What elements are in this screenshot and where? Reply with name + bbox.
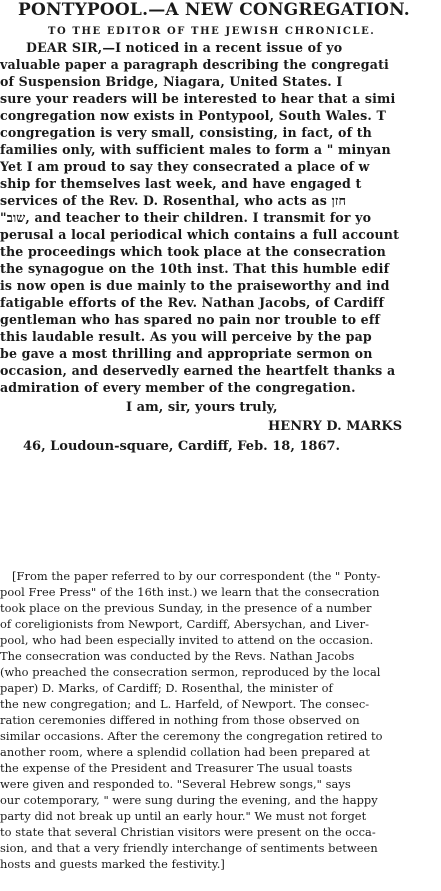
letter-line: ship for themselves last week, and have engaged t	[0, 176, 362, 191]
report-line: took place on the previous Sunday, in the presence of a number	[0, 601, 372, 615]
letter-line: services of the Rev. D. Rosenthal, who acts as חזן	[0, 193, 347, 208]
letter-line: gentleman who has spared no pain nor trouble to eff	[0, 312, 380, 327]
report-line: the new congregation; and L. Harfeld, of Newport. The consec-	[0, 697, 370, 711]
letter-line: Yet I am proud to say they consecrated a place of w	[0, 159, 370, 174]
report-line: party did not break up until an early hour." We must not forget	[0, 809, 367, 823]
letter-line: DEAR SIR,—I noticed in a recent issue of yo	[26, 40, 343, 55]
report-line: pool, who had been especially invited to attend on the occasion.	[0, 633, 374, 647]
letter-signature: HENRY D. MARKS	[268, 419, 403, 434]
letter-line: families only, with sufficient males to form a " minyan	[0, 142, 391, 157]
letter-line: "שוב, and teacher to their children. I transmit for yo	[0, 210, 372, 225]
report-line: The consecration was conducted by the Revs. Nathan Jacobs	[0, 649, 355, 663]
letter-line: this laudable result. As you will perceive by the pap	[0, 329, 372, 344]
letter-line: sure your readers will be interested to hear that a simi	[0, 91, 396, 106]
letter-line: is now open is due mainly to the praiseworthy and ind	[0, 278, 390, 293]
letter-closing: I am, sir, yours truly,	[126, 400, 278, 415]
letter-line: perusal a local periodical which contains a full account	[0, 227, 400, 242]
report-line: were given and responded to. "Several Hebrew songs," says	[0, 777, 351, 791]
letter-line: be gave a most thrilling and appropriate sermon on	[0, 346, 373, 361]
letter-line: admiration of every member of the congregation.	[0, 380, 356, 395]
report-line: pool Free Press" of the 16th inst.) we learn that the consecration	[0, 585, 380, 599]
letter-line: congregation is very small, consisting, in fact, of th	[0, 125, 372, 140]
subheading: TO THE EDITOR OF THE JEWISH CHRONICLE.	[48, 26, 376, 37]
report-line: hosts and guests marked the festivity.]	[0, 857, 225, 871]
letter-line: congregation now exists in Pontypool, South Wales. T	[0, 108, 387, 123]
report-line: our cotemporary, " were sung during the evening, and the happy	[0, 793, 378, 807]
letter-line: the proceedings which took place at the consecration	[0, 244, 386, 259]
report-line: sion, and that a very friendly interchange of sentiments between	[0, 841, 378, 855]
letter-line: fatigable efforts of the Rev. Nathan Jacobs, of Cardiff	[0, 295, 385, 310]
headline: PONTYPOOL.—A NEW CONGREGATION.	[18, 0, 410, 20]
report-line: paper) D. Marks, of Cardiff; D. Rosenthal, the minister of	[0, 681, 333, 695]
letter-address: 46, Loudoun-square, Cardiff, Feb. 18, 1867.	[23, 439, 341, 454]
letter-line: of Suspension Bridge, Niagara, United States. I	[0, 74, 343, 89]
report-line: similar occasions. After the ceremony the congregation retired to	[0, 729, 383, 743]
report-line: (who preached the consecration sermon, reproduced by the local	[0, 665, 381, 679]
report-line: the expense of the President and Treasurer The usual toasts	[0, 761, 353, 775]
letter-line: occasion, and deservedly earned the heartfelt thanks a	[0, 363, 396, 378]
report-line: another room, where a splendid collation had been prepared at	[0, 745, 370, 759]
report-line: ration ceremonies differed in nothing from those observed on	[0, 713, 360, 727]
report-line: of coreligionists from Newport, Cardiff, Abersychan, and Liver-	[0, 617, 369, 631]
report-line: [From the paper referred to by our correspondent (the " Ponty-	[12, 569, 381, 583]
report-line: to state that several Christian visitors were present on the occa-	[0, 825, 376, 839]
letter-line: valuable paper a paragraph describing the congregati	[0, 57, 389, 72]
letter-line: the synagogue on the 10th inst. That this humble edif	[0, 261, 390, 276]
